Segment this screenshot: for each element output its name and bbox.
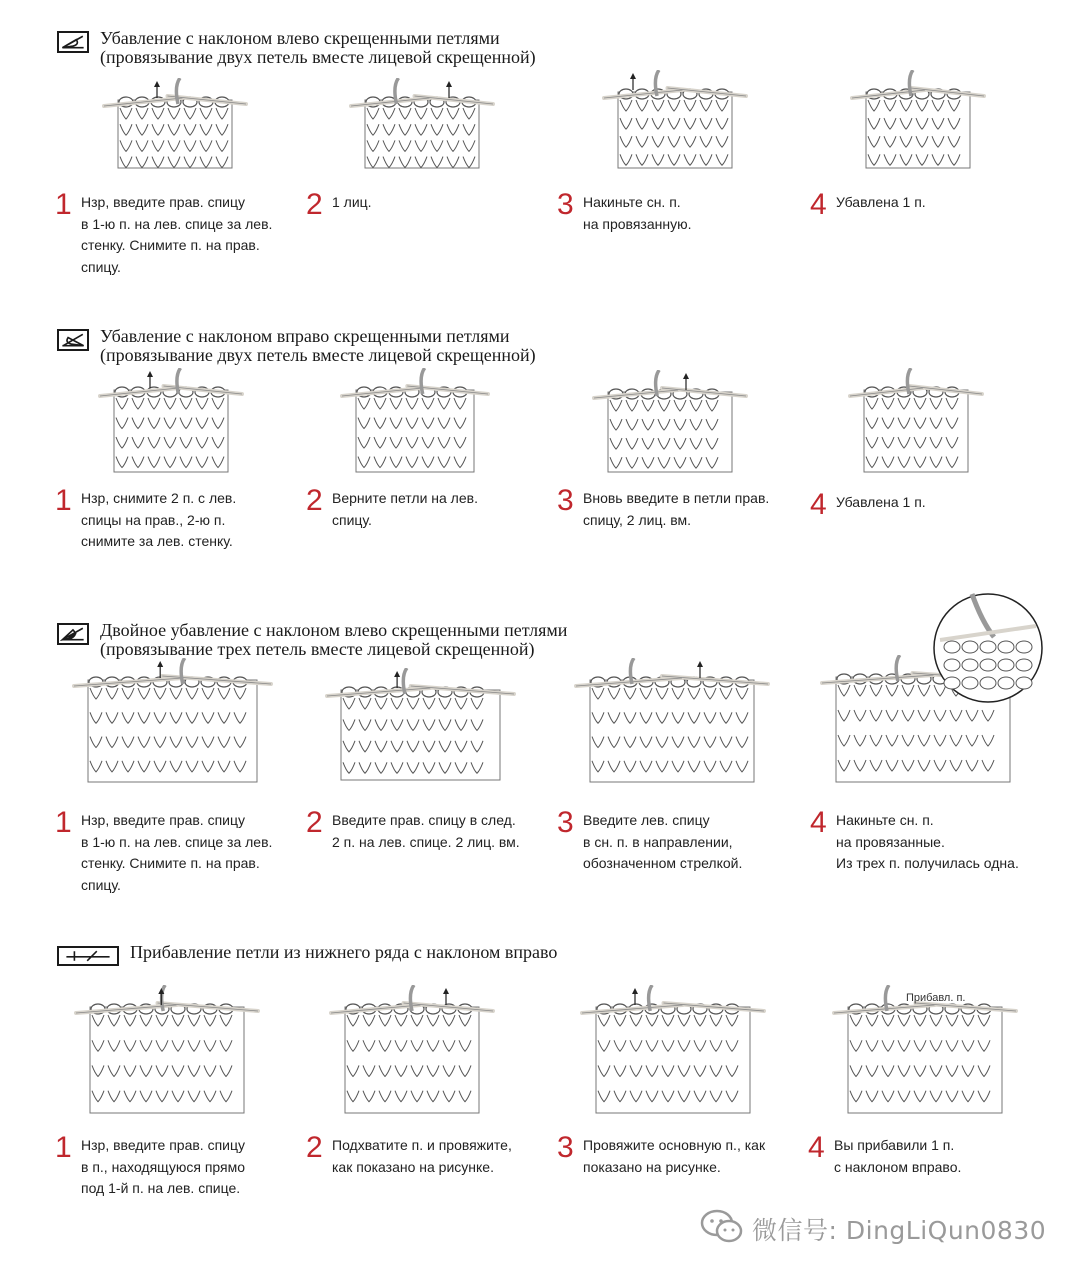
wechat-icon bbox=[700, 1209, 744, 1250]
double-left-leaning-twisted-decrease-symbol bbox=[57, 623, 89, 645]
step-number: 1 bbox=[55, 806, 72, 839]
title-line-1: Убавление с наклоном вправо скрещенными петлями bbox=[100, 326, 510, 346]
step-number: 4 bbox=[810, 188, 827, 221]
step-number: 3 bbox=[557, 188, 574, 221]
knitting-swatch-illustration bbox=[70, 658, 275, 790]
section-title bbox=[100, 621, 567, 659]
step-text: Нзр, введите прав. спицу в 1-ю п. на лев. спице за лев. стенку. Снимите п. на прав. спицу. bbox=[81, 194, 273, 275]
knitting-swatch-illustration bbox=[72, 985, 262, 1121]
step-text: Введите прав. спицу в след. 2 п. на лев. спице. 2 лиц. вм. bbox=[332, 812, 520, 850]
watermark-text: 微信号: DingLiQun0830 bbox=[752, 1216, 1047, 1245]
knitting-swatch-illustration bbox=[347, 78, 497, 176]
step-text: Убавлена 1 п. bbox=[836, 494, 926, 510]
title-line-2: (провязывание трех петель вместе лицевой скрещенной) bbox=[100, 639, 535, 659]
knitting-swatch-illustration bbox=[327, 985, 497, 1121]
knitting-swatch-illustration bbox=[830, 985, 1020, 1121]
section-title bbox=[130, 943, 557, 962]
knitting-swatch-illustration bbox=[590, 370, 750, 480]
step-text: Подхватите п. и провяжите, как показано на рисунке. bbox=[332, 1137, 512, 1175]
section-title bbox=[100, 29, 536, 67]
knitting-swatch-illustration bbox=[338, 368, 492, 480]
step-text: Провяжите основную п., как показано на рисунке. bbox=[583, 1137, 766, 1175]
knitting-swatch-illustration bbox=[100, 78, 250, 176]
step-number: 1 bbox=[55, 484, 72, 517]
step-text: Верните петли на лев. спицу. bbox=[332, 490, 478, 528]
title-line-1: Прибавление петли из нижнего ряда с наклоном вправо bbox=[130, 942, 558, 962]
step-number: 2 bbox=[306, 188, 323, 221]
knitting-swatch-illustration bbox=[600, 70, 750, 176]
step-text: Вновь введите в петли прав. спицу, 2 лиц. вм. bbox=[583, 490, 770, 528]
step-text: 1 лиц. bbox=[332, 194, 372, 210]
step-number: 4 bbox=[808, 1131, 825, 1164]
knitting-swatch-illustration bbox=[323, 668, 518, 788]
knitting-swatch-illustration bbox=[846, 368, 986, 480]
step-number: 4 bbox=[810, 488, 827, 521]
step-text: Нзр, введите прав. спицу в п., находящуюся прямо под 1-й п. на лев. спице. bbox=[81, 1137, 246, 1196]
step-text: Нзр, снимите 2 п. с лев. спицы на прав., 2-ю п. снимите за лев. стенку. bbox=[81, 490, 237, 549]
left-leaning-twisted-decrease-symbol bbox=[57, 31, 89, 53]
zoom-detail-circle bbox=[932, 592, 1044, 704]
title-line-2: (провязывание двух петель вместе лицевой скрещенной) bbox=[100, 47, 536, 67]
title-line-1: Двойное убавление с наклоном влево скрещенными петлями bbox=[100, 620, 568, 640]
knitting-swatch-illustration bbox=[572, 658, 772, 790]
step-text: Вы прибавили 1 п. с наклоном вправо. bbox=[834, 1137, 962, 1175]
step-text: Нзр, введите прав. спицу в 1-ю п. на лев. спице за лев. стенку. Снимите п. на прав. спицу. bbox=[81, 812, 273, 893]
section-title bbox=[100, 327, 536, 365]
step-number: 1 bbox=[55, 1131, 72, 1164]
step-text: Накиньте сн. п. на провязанные. Из трех п. получилась одна. bbox=[836, 812, 1019, 871]
right-lifted-increase-symbol bbox=[57, 946, 119, 966]
increase-label: Прибавл. п. bbox=[906, 992, 966, 1004]
step-number: 3 bbox=[557, 484, 574, 517]
knitting-swatch-illustration bbox=[96, 368, 246, 480]
step-number: 3 bbox=[557, 806, 574, 839]
step-number: 3 bbox=[557, 1131, 574, 1164]
step-number: 2 bbox=[306, 806, 323, 839]
watermark bbox=[700, 1210, 1046, 1248]
step-number: 4 bbox=[810, 806, 827, 839]
step-text: Накиньте сн. п. на провязанную. bbox=[583, 194, 692, 232]
step-text: Введите лев. спицу в сн. п. в направлении, обозначенном стрелкой. bbox=[583, 812, 743, 871]
step-number: 2 bbox=[306, 484, 323, 517]
right-leaning-twisted-decrease-symbol bbox=[57, 329, 89, 351]
knitting-swatch-illustration bbox=[848, 70, 988, 176]
knitting-swatch-illustration bbox=[578, 985, 768, 1121]
step-text: Убавлена 1 п. bbox=[836, 194, 926, 210]
step-number: 2 bbox=[306, 1131, 323, 1164]
title-line-2: (провязывание двух петель вместе лицевой скрещенной) bbox=[100, 345, 536, 365]
step-number: 1 bbox=[55, 188, 72, 221]
title-line-1: Убавление с наклоном влево скрещенными петлями bbox=[100, 28, 500, 48]
